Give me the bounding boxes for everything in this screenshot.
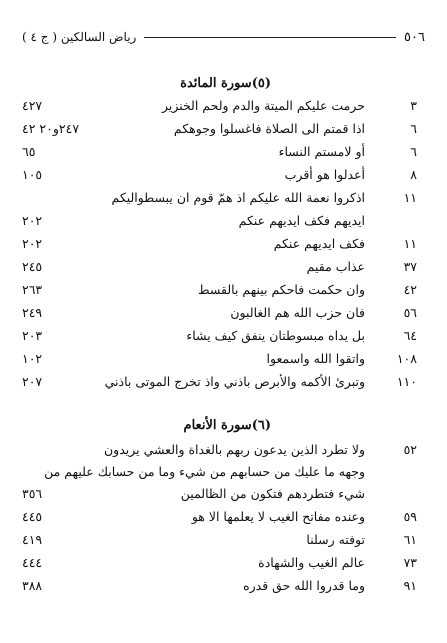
verse-number: ٦	[410, 144, 417, 159]
page-reference: ٤٤٤	[22, 555, 43, 570]
page-reference: ٤٢٧	[22, 98, 43, 113]
verse-number: ٧٣	[403, 555, 417, 570]
verse-text: شيء فتطردهم فتكون من الظالمين	[180, 486, 365, 501]
verse-text: وان حكمت فاحكم بينهم بالقسط	[198, 282, 365, 297]
verse-text: واتقوا الله واسمعوا	[266, 351, 365, 366]
page-reference: ٢٠٣	[22, 328, 43, 343]
index-row	[22, 211, 417, 231]
verse-text: ايديهم فكف ايديهم عنكم	[238, 213, 365, 228]
index-row	[22, 349, 417, 369]
verse-number: ٣٧	[403, 259, 417, 274]
verse-number: ١١	[403, 190, 417, 205]
verse-text: اذكروا نعمة الله عليكم اذ همّ قوم ان يبسطواليكم	[111, 190, 365, 205]
verse-text: وعنده مفاتح الغيب لا يعلمها الا هو	[191, 509, 365, 524]
index-row	[22, 303, 417, 323]
verse-number: ٥٦	[403, 305, 417, 320]
section-title: (٥)سورة المائدة	[180, 76, 271, 91]
index-row	[22, 257, 417, 277]
page-reference: ٤١٩	[22, 532, 43, 547]
page-reference: ٢٦٣	[22, 282, 43, 297]
page-reference: ١٠٥	[22, 167, 43, 182]
index-row	[22, 576, 417, 596]
verse-number: ٥٢	[403, 442, 417, 457]
verse-number: ٨	[410, 167, 417, 182]
page-reference: ٢٤٥	[22, 259, 43, 274]
verse-text: وجهه ما عليك من حسابهم من شيء وما من حسابك عليهم من	[44, 464, 365, 479]
verse-text: فان حزب الله هم الغالبون	[230, 305, 365, 320]
verse-text: أعدلوا هو أقرب	[284, 167, 365, 182]
index-row	[22, 234, 417, 254]
page-reference: ٢٠٧	[22, 374, 43, 389]
index-row	[22, 484, 417, 504]
header-rule	[144, 37, 396, 38]
index-row	[22, 280, 417, 300]
index-row	[22, 165, 417, 185]
book-title: رياض السالكين ( ج ٤ )	[22, 30, 137, 44]
index-row	[22, 142, 417, 162]
index-row	[22, 462, 417, 482]
verse-text: حرمت عليكم الميتة والدم ولحم الخنزير	[161, 98, 365, 113]
verse-text: عذاب مقيم	[306, 259, 365, 274]
verse-number: ٦	[410, 121, 417, 136]
page-reference: ٢٤٩	[22, 305, 43, 320]
index-row	[22, 119, 417, 139]
index-row	[22, 530, 417, 550]
page-reference: ١٠٢	[22, 351, 43, 366]
verse-text: أو لامستم النساء	[278, 144, 365, 159]
verse-number: ١١	[403, 236, 417, 251]
page-reference: ٦٥	[22, 144, 36, 159]
verse-text: ولا تطرد الذين يدعون ربهم بالغداة والعشي يريدون	[103, 442, 365, 457]
index-row	[22, 440, 417, 460]
verse-number: ٩١	[403, 578, 417, 593]
index-row	[22, 326, 417, 346]
verse-text: فكف ايديهم عنكم	[273, 236, 365, 251]
verse-text: وما قدروا الله حق قدره	[243, 578, 365, 593]
index-row	[22, 553, 417, 573]
verse-number: ١٠٨	[396, 351, 417, 366]
index-row	[22, 507, 417, 527]
verse-number: ١١٠	[396, 374, 417, 389]
verse-text: بل يداه مبسوطتان ينفق كيف يشاء	[186, 328, 365, 343]
page-number: ٥٠٦	[404, 29, 425, 45]
verse-text: وتبرئ الأكمه والأبرص باذني واذ تخرج الموتى باذني	[104, 374, 365, 389]
page-reference: ٢٠٢	[22, 213, 43, 228]
verse-number: ٣	[410, 98, 417, 113]
page-reference: ٤٤٥	[22, 509, 43, 524]
index-row	[22, 372, 417, 392]
page-header	[22, 26, 425, 48]
page-reference: ٣٨٨	[22, 578, 43, 593]
page-reference: ٢٤٧و٢٠ ٤٢	[22, 121, 80, 136]
page-reference: ٢٠٢	[22, 236, 43, 251]
section-title: (٦)سورة الأنعام	[183, 418, 271, 433]
verse-number: ٦٤	[403, 328, 417, 343]
verse-number: ٤٢	[403, 282, 417, 297]
verse-number: ٦١	[403, 532, 417, 547]
verse-text: اذا قمتم الى الصلاة فاغسلوا وجوهكم	[173, 121, 365, 136]
page-reference: ٣٥٦	[22, 486, 43, 501]
verse-text: توفته رسلنا	[306, 532, 365, 547]
index-row	[22, 96, 417, 116]
verse-text: عالم الغيب والشهادة	[258, 555, 365, 570]
verse-number: ٥٩	[403, 509, 417, 524]
index-row	[22, 188, 417, 208]
